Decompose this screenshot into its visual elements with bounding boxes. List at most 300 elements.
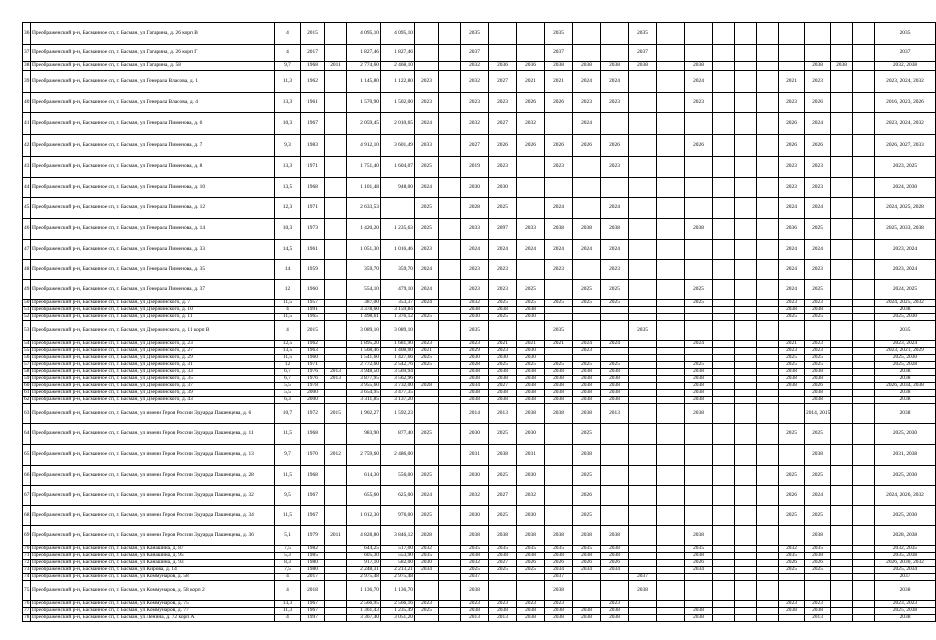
work-year-cell <box>629 300 657 307</box>
work-year-cell <box>545 348 573 355</box>
work-year-cell <box>713 178 735 198</box>
work-year-cell: 2038 <box>461 526 489 546</box>
work-year-cell: 2013 <box>489 615 517 622</box>
build-year-cell: 1961 <box>301 240 325 260</box>
work-year-cell: 2038 <box>805 526 831 546</box>
work-year-cell: 2038 <box>601 383 629 390</box>
living-area-cell: 3 569,94 <box>381 369 415 376</box>
work-year-cell <box>439 362 461 369</box>
work-year-cell: 2023 <box>461 280 489 300</box>
row-number: 45 <box>23 198 31 219</box>
work-year-cell <box>629 219 657 240</box>
build-year-cell: 1982 <box>301 546 325 553</box>
work-year-cell: 2026 <box>779 135 805 157</box>
work-year-cell: 2024 <box>601 240 629 260</box>
work-year-cell <box>853 574 875 581</box>
work-year-cell <box>735 466 757 486</box>
work-year-cell <box>735 362 757 369</box>
work-year-cell: 2024 <box>601 71 629 93</box>
work-year-cell: 2023 <box>415 240 439 260</box>
work-year-cell <box>757 526 779 546</box>
work-year-cell <box>853 486 875 506</box>
work-year-cell <box>629 113 657 135</box>
work-year-cell <box>853 45 875 62</box>
row-number: 59 <box>24 375 30 382</box>
work-year-cell <box>853 135 875 157</box>
work-year-cell <box>831 567 853 574</box>
work-year-cell <box>439 45 461 62</box>
row-number: 62 <box>24 396 30 403</box>
work-year-cell: 2023 <box>461 601 489 608</box>
work-year-cell <box>735 355 757 362</box>
work-year-cell: 2026 <box>545 93 573 113</box>
address-cell: Преображенский р-н, Басманное сп, г. Басман, ул имени Героя России Эдуарда Пашенцева, д. 36 <box>31 526 275 546</box>
work-year-cell <box>629 198 657 219</box>
work-year-cell <box>601 113 629 135</box>
summary-years-cell: 2038 <box>875 397 936 404</box>
work-year-cell <box>735 71 757 93</box>
wear-cell: 11,5 <box>275 314 301 321</box>
work-year-cell <box>757 601 779 608</box>
work-year-cell <box>439 341 461 348</box>
work-year-cell <box>439 404 461 424</box>
repair-year-cell <box>325 390 347 397</box>
work-year-cell <box>517 260 545 280</box>
row-number: 67 <box>23 486 31 506</box>
work-year-cell <box>853 506 875 526</box>
work-year-cell <box>831 574 853 581</box>
work-year-cell <box>415 445 439 466</box>
table-row <box>23 219 936 240</box>
work-year-cell <box>657 404 685 424</box>
work-year-cell <box>831 300 853 307</box>
table-row <box>23 135 936 157</box>
work-year-cell: 2025 <box>805 355 831 362</box>
work-year-cell: 2032 <box>461 62 489 71</box>
work-year-cell: 2026 <box>805 383 831 390</box>
work-year-cell: 2035 <box>461 23 489 45</box>
work-year-cell: 2024 <box>415 486 439 506</box>
repair-year-cell <box>325 341 347 348</box>
work-year-cell <box>629 424 657 445</box>
work-year-cell <box>415 581 439 601</box>
work-year-cell <box>545 280 573 300</box>
work-year-cell <box>629 506 657 526</box>
address-cell: Преображенский р-н, Басманное сп, г. Басман, ул Дзержинского, д. 27 <box>31 348 275 355</box>
work-year-cell <box>657 424 685 445</box>
work-year-cell: 2038 <box>573 445 601 466</box>
work-year-cell <box>713 376 735 383</box>
work-year-cell <box>757 300 779 307</box>
work-year-cell <box>657 45 685 62</box>
summary-years-cell: 2024, 2030 <box>875 178 936 198</box>
work-year-cell <box>657 71 685 93</box>
work-year-cell: 2035 <box>629 23 657 45</box>
address-cell: Преображенский р-н, Басманное сп, г. Басман, ул Гагарина, д. 26 корп В <box>31 23 275 45</box>
work-year-cell <box>735 601 757 608</box>
address-cell: Преображенский р-н, Басманное сп, г. Басман, ул Дзержинского, д. 11 <box>31 314 275 321</box>
work-year-cell <box>629 314 657 321</box>
work-year-cell: 2034 <box>685 567 713 574</box>
work-year-cell: 2023 <box>601 93 629 113</box>
work-year-cell <box>657 307 685 314</box>
work-year-cell: 2038 <box>601 219 629 240</box>
work-year-cell <box>439 280 461 300</box>
work-year-cell: 2038 <box>461 369 489 376</box>
work-year-cell <box>439 113 461 135</box>
work-year-cell <box>657 93 685 113</box>
build-year-cell: 1968 <box>301 424 325 445</box>
work-year-cell <box>629 404 657 424</box>
work-year-cell: 2030 <box>489 355 517 362</box>
work-year-cell: 2025 <box>489 300 517 307</box>
total-area-cell: 2 774,60 <box>347 62 381 71</box>
work-year-cell <box>853 355 875 362</box>
total-area-cell: 3 654,95 <box>347 390 381 397</box>
work-year-cell: 2025 <box>805 362 831 369</box>
work-year-cell: 2026 <box>805 560 831 567</box>
wear-cell: 12,3 <box>275 198 301 219</box>
work-year-cell <box>601 178 629 198</box>
summary-years-cell: 2026, 2027, 2033 <box>875 135 936 157</box>
work-year-cell <box>713 390 735 397</box>
work-year-cell <box>573 198 601 219</box>
work-year-cell: 2038 <box>601 553 629 560</box>
work-year-cell <box>735 23 757 45</box>
work-year-cell <box>439 93 461 113</box>
work-year-cell <box>657 383 685 390</box>
work-year-cell: 2037 <box>629 45 657 62</box>
build-year-cell: 1973 <box>301 219 325 240</box>
work-year-cell <box>713 567 735 574</box>
living-area-cell: 1 122,80 <box>381 71 415 93</box>
wear-cell: 4 <box>275 307 301 314</box>
work-year-cell: 2038 <box>601 376 629 383</box>
table-row <box>23 71 936 93</box>
work-year-cell: 2024 <box>779 260 805 280</box>
work-year-cell <box>489 23 517 45</box>
work-year-cell <box>735 553 757 560</box>
work-year-cell: 2038 <box>489 608 517 615</box>
work-year-cell: 2025 <box>601 362 629 369</box>
work-year-cell: 2029 <box>461 348 489 355</box>
work-year-cell <box>657 526 685 546</box>
work-year-cell: 2038 <box>573 553 601 560</box>
total-area-cell: 3 311,85 <box>347 397 381 404</box>
work-year-cell: 2026 <box>805 93 831 113</box>
repair-year-cell <box>325 135 347 157</box>
work-year-cell <box>853 615 875 622</box>
work-year-cell: 2023 <box>779 157 805 178</box>
wear-cell: 13,3 <box>275 601 301 608</box>
table-row <box>23 314 936 321</box>
work-year-cell: 2038 <box>573 526 601 546</box>
work-year-cell <box>779 397 805 404</box>
work-year-cell: 2023 <box>805 601 831 608</box>
summary-years-cell: 2038 <box>875 390 936 397</box>
row-number: 48 <box>23 260 31 280</box>
repair-year-cell <box>325 567 347 574</box>
work-year-cell: 2038 <box>461 608 489 615</box>
work-year-cell <box>439 608 461 615</box>
work-year-cell: 2021 <box>517 341 545 348</box>
work-year-cell: 2021 <box>545 71 573 93</box>
repair-year-cell <box>325 466 347 486</box>
summary-years-cell: 2025, 2033, 2038 <box>875 219 936 240</box>
work-year-cell <box>757 307 779 314</box>
row-number: 65 <box>23 445 31 466</box>
address-cell: Преображенский р-н, Басманное сп, г. Басман, ул имени Героя России Эдуарда Пашенцева, д. 28 <box>31 466 275 486</box>
work-year-cell <box>831 404 853 424</box>
work-year-cell <box>831 445 853 466</box>
work-year-cell: 2025 <box>685 300 713 307</box>
work-year-cell <box>415 369 439 376</box>
work-year-cell <box>439 581 461 601</box>
work-year-cell: 2024 <box>779 240 805 260</box>
work-year-cell <box>629 355 657 362</box>
work-year-cell: 2038 <box>805 553 831 560</box>
row-number: 51 <box>24 306 30 313</box>
wear-cell: 11,3 <box>275 608 301 615</box>
summary-years-cell: 2025, 2034 <box>875 567 936 574</box>
build-year-cell: 1972 <box>301 404 325 424</box>
work-year-cell: 2035 <box>545 321 573 341</box>
work-year-cell: 2035 <box>685 546 713 553</box>
work-year-cell: 2024 <box>415 178 439 198</box>
work-year-cell: 2026 <box>489 135 517 157</box>
work-year-cell <box>713 404 735 424</box>
work-year-cell: 2038 <box>685 404 713 424</box>
work-year-cell <box>601 424 629 445</box>
work-year-cell: 2024 <box>415 113 439 135</box>
work-year-cell: 2025 <box>415 219 439 240</box>
work-year-cell <box>757 574 779 581</box>
work-year-cell <box>831 93 853 113</box>
work-year-cell <box>573 574 601 581</box>
repair-year-cell <box>325 615 347 622</box>
work-year-cell <box>757 553 779 560</box>
work-year-cell: 2021 <box>517 71 545 93</box>
work-year-cell <box>545 445 573 466</box>
work-year-cell: 2021 <box>415 348 439 355</box>
summary-years-cell: 2025, 2030 <box>875 506 936 526</box>
wear-cell: 7,5 <box>275 546 301 553</box>
build-year-cell: 1980 <box>301 560 325 567</box>
address-cell: Преображенский р-н, Басманное сп, г. Басман, ул Дзержинского, д. 29 <box>31 355 275 362</box>
summary-years-cell: 2023, 2024 <box>875 240 936 260</box>
work-year-cell <box>853 23 875 45</box>
work-year-cell <box>735 404 757 424</box>
work-year-cell: 2038 <box>685 62 713 71</box>
work-year-cell: 2027 <box>489 383 517 390</box>
work-year-cell <box>573 45 601 62</box>
work-year-cell <box>831 376 853 383</box>
work-year-cell <box>831 71 853 93</box>
work-year-cell: 2032 <box>461 113 489 135</box>
work-year-cell: 2038 <box>573 383 601 390</box>
work-year-cell <box>489 574 517 581</box>
work-year-cell <box>657 314 685 321</box>
summary-years-cell: 2038 <box>875 581 936 601</box>
repair-year-cell <box>325 307 347 314</box>
total-area-cell: 3 367,40 <box>347 615 381 622</box>
work-year-cell <box>853 424 875 445</box>
repair-year-cell: 2015 <box>325 404 347 424</box>
work-year-cell <box>853 553 875 560</box>
row-number: 46 <box>23 219 31 240</box>
work-year-cell: 2021 <box>545 341 573 348</box>
work-year-cell <box>853 560 875 567</box>
work-year-cell <box>713 348 735 355</box>
living-area-cell: 2 542,76 <box>381 362 415 369</box>
work-year-cell: 2024 <box>415 260 439 280</box>
total-area-cell: 554,10 <box>347 280 381 300</box>
build-year-cell: 1985 <box>301 553 325 560</box>
work-year-cell <box>831 198 853 219</box>
work-year-cell: 2025 <box>489 506 517 526</box>
living-area-cell: 556,00 <box>381 466 415 486</box>
summary-years-cell: 2025, 2038 <box>875 608 936 615</box>
work-year-cell <box>713 93 735 113</box>
table-row <box>23 45 936 62</box>
work-year-cell: 2024 <box>461 240 489 260</box>
work-year-cell <box>685 486 713 506</box>
summary-years-cell: 2032, 2035 <box>875 546 936 553</box>
wear-cell: 8,3 <box>275 560 301 567</box>
living-area-cell: 1 136,70 <box>381 581 415 601</box>
work-year-cell <box>735 608 757 615</box>
work-year-cell <box>779 62 805 71</box>
work-year-cell <box>831 615 853 622</box>
work-year-cell <box>439 260 461 280</box>
work-year-cell: 2024 <box>685 71 713 93</box>
row-number: 43 <box>23 157 31 178</box>
wear-cell: 12 <box>275 280 301 300</box>
build-year-cell: 1967 <box>301 506 325 526</box>
total-area-cell: 1 145,80 <box>347 71 381 93</box>
address-cell: Преображенский р-н, Басманное сп, г. Басман, ул Дзержинского, д. 11 корп В <box>31 321 275 341</box>
work-year-cell: 2038 <box>545 526 573 546</box>
total-area-cell: 983,90 <box>347 424 381 445</box>
row-number: 73 <box>24 566 30 573</box>
work-year-cell <box>657 466 685 486</box>
summary-years-cell: 2035, 2038 <box>875 553 936 560</box>
wear-cell: 4 <box>275 615 301 622</box>
repair-year-cell <box>325 314 347 321</box>
table-row <box>23 506 936 526</box>
wear-cell: 12,5 <box>275 341 301 348</box>
living-area-cell: 3 601,49 <box>381 135 415 157</box>
work-year-cell <box>735 280 757 300</box>
work-year-cell <box>757 369 779 376</box>
summary-years-cell: 2025, 2030 <box>875 314 936 321</box>
total-area-cell: 614,30 <box>347 466 381 486</box>
work-year-cell: 2023 <box>489 348 517 355</box>
work-year-cell: 2038 <box>517 526 545 546</box>
work-year-cell <box>545 424 573 445</box>
wear-cell: 11,5 <box>275 300 301 307</box>
work-year-cell: 2024 <box>805 486 831 506</box>
table-row <box>23 62 936 71</box>
work-year-cell <box>735 486 757 506</box>
summary-years-cell: 2016, 2023, 2026 <box>875 93 936 113</box>
wear-cell: 9,5 <box>275 486 301 506</box>
work-year-cell <box>853 581 875 601</box>
work-year-cell <box>657 486 685 506</box>
work-year-cell: 2035 <box>489 546 517 553</box>
work-year-cell <box>573 23 601 45</box>
total-area-cell: 4 095,10 <box>347 23 381 45</box>
build-year-cell: 1971 <box>301 198 325 219</box>
living-area-cell: 1 827,46 <box>381 45 415 62</box>
work-year-cell <box>439 157 461 178</box>
address-cell: Преображенский р-н, Басманное сп, г. Басман, ул имени Героя России Эдуарда Пашенцева, д. 34 <box>31 506 275 526</box>
work-year-cell: 2025 <box>489 198 517 219</box>
work-year-cell: 2023 <box>489 157 517 178</box>
total-area-cell: 4 912,10 <box>347 135 381 157</box>
work-year-cell: 2026 <box>517 135 545 157</box>
work-year-cell <box>439 424 461 445</box>
work-year-cell: 2038 <box>461 390 489 397</box>
work-year-cell: 2038 <box>489 369 517 376</box>
repair-year-cell <box>325 348 347 355</box>
address-cell: Преображенский р-н, Басманное сп, г. Басман, ул Коммунаров, д. 58 <box>31 574 275 581</box>
work-year-cell <box>735 348 757 355</box>
work-year-cell <box>831 526 853 546</box>
work-year-cell: 2032 <box>517 113 545 135</box>
build-year-cell: 1957 <box>301 300 325 307</box>
work-year-cell <box>713 615 735 622</box>
work-year-cell <box>853 404 875 424</box>
work-year-cell: 2038 <box>805 376 831 383</box>
work-year-cell <box>735 62 757 71</box>
table-row <box>23 404 936 424</box>
work-year-cell <box>573 260 601 280</box>
table-row <box>23 93 936 113</box>
build-year-cell: 1967 <box>301 608 325 615</box>
work-year-cell: 2023 <box>489 260 517 280</box>
work-year-cell <box>757 608 779 615</box>
work-year-cell: 2030 <box>461 178 489 198</box>
work-year-cell: 2038 <box>573 390 601 397</box>
work-year-cell: 2038 <box>545 608 573 615</box>
row-number: 71 <box>24 552 30 559</box>
work-year-cell <box>657 601 685 608</box>
work-year-cell <box>853 219 875 240</box>
work-year-cell <box>779 574 805 581</box>
work-year-cell: 2026 <box>545 560 573 567</box>
work-year-cell: 2038 <box>779 608 805 615</box>
total-area-cell: 1 568,46 <box>347 348 381 355</box>
wear-cell: 9,7 <box>275 445 301 466</box>
build-year-cell: 2000 <box>301 390 325 397</box>
work-year-cell <box>685 113 713 135</box>
work-year-cell: 2038 <box>601 62 629 71</box>
work-year-cell: 2031 <box>461 445 489 466</box>
work-year-cell <box>853 376 875 383</box>
address-cell: Преображенский р-н, Басманное сп, г. Басман, ул Генерала Пименова, д. 12 <box>31 198 275 219</box>
work-year-cell <box>853 348 875 355</box>
work-year-cell: 2038 <box>601 608 629 615</box>
work-year-cell <box>601 466 629 486</box>
work-year-cell: 2025 <box>805 567 831 574</box>
work-year-cell <box>657 376 685 383</box>
work-year-cell <box>685 178 713 198</box>
work-year-cell <box>853 71 875 93</box>
row-number: 61 <box>24 389 30 396</box>
total-area-cell: 655,60 <box>347 486 381 506</box>
work-year-cell <box>757 424 779 445</box>
